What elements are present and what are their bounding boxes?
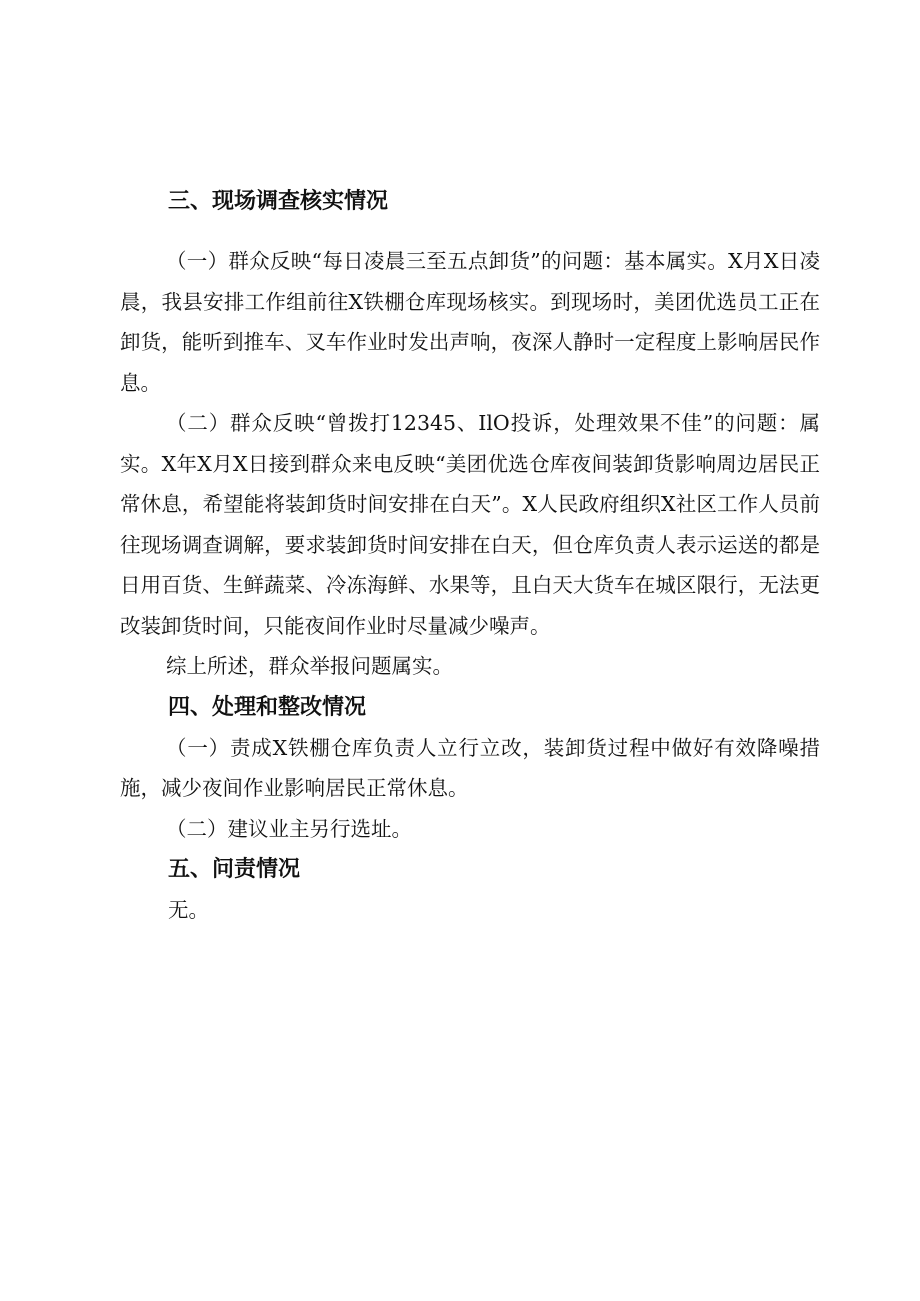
paragraph-investigation-summary: 综上所述，群众举报问题属实。	[166, 654, 453, 678]
section-heading-investigation: 三、现场调查核实情况	[168, 189, 389, 214]
document-body	[120, 182, 820, 931]
paragraph-investigation-1: （一）群众反映“每日凌晨三至五点卸货”的问题：基本属实。X月X日凌晨，我县安排工作组前往X铁棚仓库现场核实。到现场时，美团优选员工正在卸货，能听到推车、叉车作业时发出声响，夜深人静时一定程度上影响居民作息。	[120, 249, 820, 395]
paragraph-handling-2: （二）建议业主另行选址。	[166, 816, 412, 841]
paragraph-handling-1: （一）责成X铁棚仓库负责人立行立改，装卸货过程中做好有效降噪措施，减少夜间作业影响居民正常休息。	[120, 735, 820, 800]
section-heading-handling: 四、处理和整改情况	[168, 694, 367, 720]
section-heading-accountability: 五、问责情况	[168, 857, 301, 882]
paragraph-investigation-2: （二）群众反映“曾拨打12345、IlO投诉，处理效果不佳”的问题：属实。X年X月X日接到群众来电反映“美团优选仓库夜间装卸货影响周边居民正常休息，希望能将装卸货时间安排在白天”。X人民政府组织X社区工作人员前往现场调查调解，要求装卸货时间安排在白天，但仓库负责人表示运送的都是日用百货、生鲜蔬菜、冷冻海鲜、水果等，且白天大货车在城区限行，无法更改装卸货时间，只能夜间作业时尽量减少噪声。	[120, 411, 820, 638]
paragraph-accountability-1: 无。	[168, 898, 209, 922]
